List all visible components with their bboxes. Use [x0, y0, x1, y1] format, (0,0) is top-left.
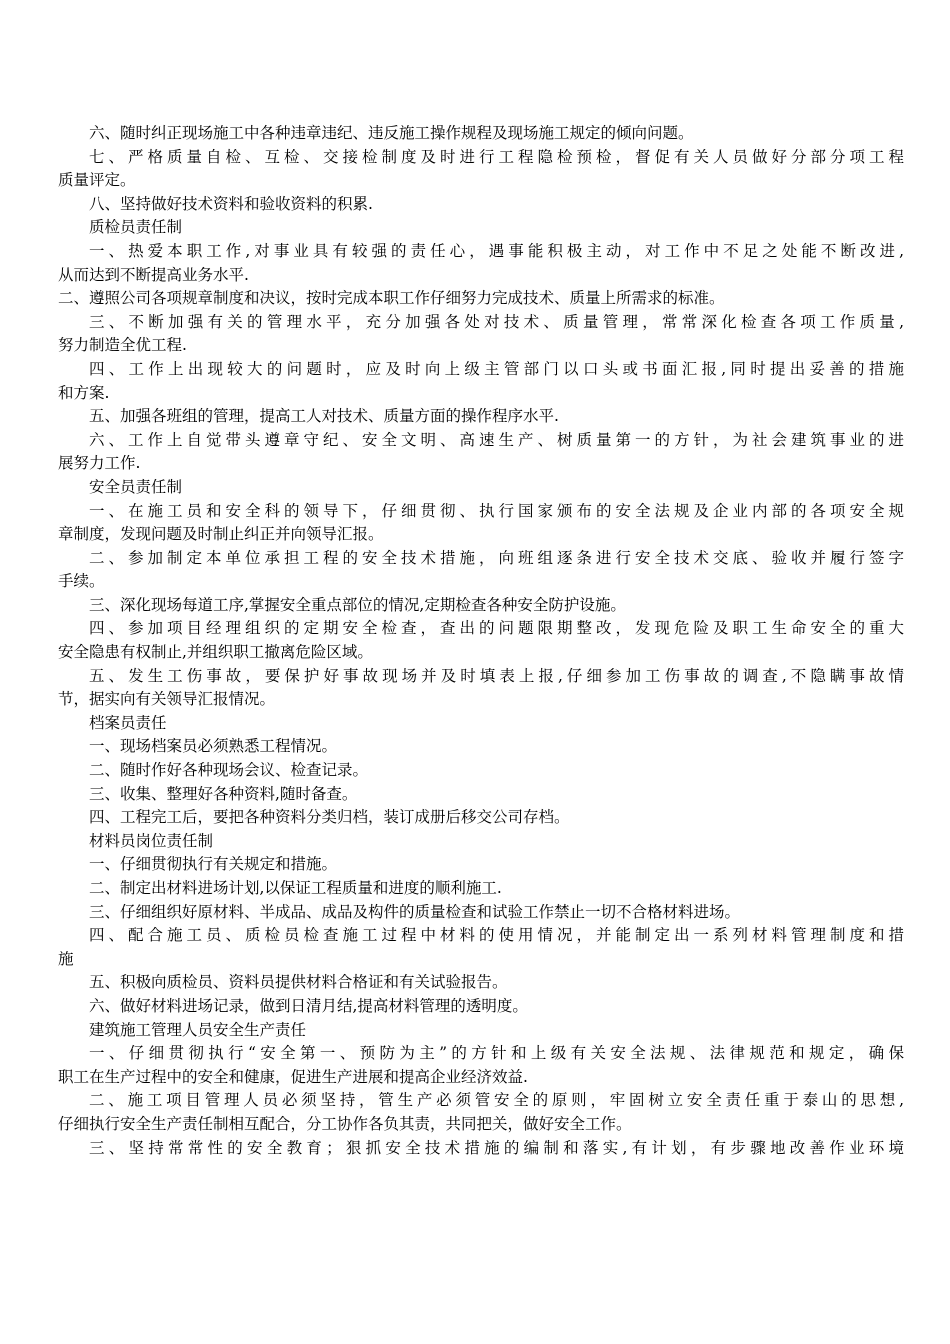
text-line: 三、深化现场每道工序,掌握安全重点部位的情况,定期检查各种安全防护设施。: [89, 595, 626, 614]
text-line: 二、参加制定本单位承担工程的安全技术措施，向班组逐条进行安全技术交底、验收并履行签字: [89, 548, 904, 567]
text-line: 节，据实向有关领导汇报情况。: [58, 690, 276, 709]
text-line: 二、施工项目管理人员必须坚持，管生产必须管安全的原则，牢固树立安全责任重于泰山的思想,: [89, 1091, 904, 1110]
text-line: 从而达到不断提高业务水平.: [58, 265, 249, 284]
text-line: 四、配合施工员、质检员检查施工过程中材料的使用情况，并能制定出一系列材料管理制度和措: [89, 926, 904, 945]
text-line: 三、仔细组织好原材料、半成品、成品及构件的质量检查和试验工作禁止一切不合格材料进场。: [89, 902, 741, 921]
text-line: 一、在施工员和安全科的领导下，仔细贯彻、执行国家颁布的安全法规及企业内部的各项安全规: [89, 501, 904, 520]
text-line: 质检员责任制: [89, 218, 183, 237]
text-line: 五、积极向质检员、资料员提供材料合格证和有关试验报告。: [89, 973, 508, 992]
text-line: 一、现场档案员必须熟悉工程情况。: [89, 737, 338, 756]
text-line: 七、严格质量自检、互检、交接检制度及时进行工程隐检预检，督促有关人员做好分部分项工程: [89, 147, 904, 166]
text-line: 四、工作上出现较大的问题时，应及时向上级主管部门以口头或书面汇报,同时提出妥善的措施: [89, 359, 904, 378]
text-line: 和方案.: [58, 383, 110, 402]
text-line: 五、加强各班组的管理，提高工人对技术、质量方面的操作程序水平.: [89, 407, 559, 426]
text-line: 二、遵照公司各项规章制度和决议，按时完成本职工作仔细努力完成技术、质量上所需求的标准。: [58, 289, 725, 308]
text-line: 施: [58, 949, 74, 968]
text-line: 安全隐患有权制止,并组织职工撤离危险区域。: [58, 643, 373, 662]
document-page: [58, 122, 904, 1160]
text-line: 六、随时纠正现场施工中各种违章违纪、违反施工操作规程及现场施工规定的倾向问题。: [89, 124, 694, 142]
text-line: 八、坚持做好技术资料和验收资料的积累.: [89, 194, 373, 213]
text-line: 三、不断加强有关的管理水平，充分加强各处对技术、质量管理，常常深化检查各项工作质量,: [89, 312, 904, 331]
text-line: 努力制造全优工程.: [58, 336, 187, 355]
text-line: 三、坚持常常性的安全教育；狠抓安全技术措施的编制和落实,有计划，有步骤地改善作业环境: [89, 1138, 904, 1157]
text-line: 二、制定出材料进场计划,以保证工程质量和进度的顺利施工.: [89, 879, 502, 897]
text-line: 仔细执行安全生产责任制相互配合，分工协作各负其责，共同把关，做好安全工作。: [58, 1114, 632, 1133]
text-line: 一、热爱本职工作,对事业具有较强的责任心，遇事能积极主动，对工作中不足之处能不断改进,: [89, 241, 904, 260]
text-line: 一、仔细贯彻执行“安全第一、预防为主”的方针和上级有关安全法规、法律规范和规定，确保: [89, 1044, 904, 1063]
text-line: 五、发生工伤事故，要保护好事故现场并及时填表上报,仔细参加工伤事故的调查,不隐瞒事故情: [89, 666, 904, 685]
text-line: 六、做好材料进场记录，做到日清月结,提高材料管理的透明度。: [89, 996, 528, 1015]
text-line: 四、参加项目经理组织的定期安全检查，查出的问题限期整改，发现危险及职工生命安全的重大: [89, 619, 904, 638]
text-line: 一、仔细贯彻执行有关规定和措施。: [89, 855, 338, 874]
text-line: 章制度，发现问题及时制止纠正并向领导汇报。: [58, 525, 384, 544]
text-line: 展努力工作.: [58, 454, 141, 473]
text-line: 四、工程完工后，要把各种资料分类归档，装订成册后移交公司存档。: [89, 808, 570, 827]
text-line: 手续。: [58, 572, 105, 591]
text-line: 三、收集、整理好各种资料,随时备查。: [89, 784, 358, 803]
text-line: 档案员责任: [89, 713, 167, 732]
text-line: 六、工作上自觉带头遵章守纪、安全文明、高速生产、树质量第一的方针，为社会建筑事业的进: [89, 430, 904, 449]
text-line: 安全员责任制: [89, 477, 183, 496]
text-line: 二、随时作好各种现场会议、检查记录。: [89, 761, 369, 780]
text-line: 职工在生产过程中的安全和健康，促进生产进展和提高企业经济效益.: [58, 1067, 528, 1086]
text-line: 材料员岗位责任制: [89, 831, 214, 850]
text-line: 质量评定。: [58, 171, 136, 190]
text-line: 建筑施工管理人员安全生产责任: [89, 1020, 307, 1039]
